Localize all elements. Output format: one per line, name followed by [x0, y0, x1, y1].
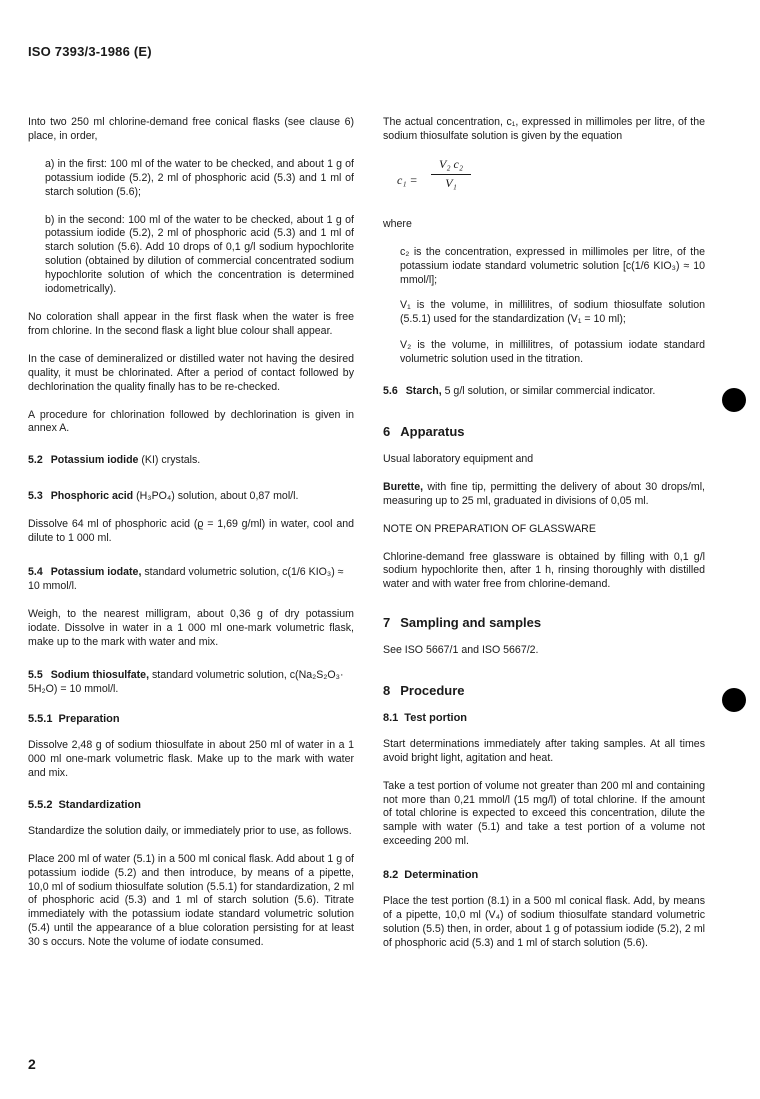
- equation-fraction: [431, 158, 471, 191]
- definition-c2: c₂ is the concentration, expressed in millimoles per litre, of the potassium iodate standard volumetric solution [c(1/6 KIO₃) ≈ 10 mmol/l];: [400, 245, 705, 286]
- equation: [397, 158, 705, 204]
- paragraph-8-1-a: Start determinations immediately after taking samples. At all times avoid bright light, agitation and heat.: [383, 737, 705, 764]
- paragraph-8-2: Place the test portion (8.1) in a 500 ml conical flask. Add, by means of a pipette, 10,0 ml (V₄) of sodium thiosulfate standard volumetric solution (5.5) then, in order, about 1 g of potassium iodide (5.2), 2 ml of phosphoric acid (5.3) and 1 ml of starch solution (5.6).: [383, 895, 705, 949]
- subclause-title: Standardization: [58, 798, 141, 811]
- section-title: Procedure: [400, 683, 465, 699]
- punch-hole-mark: [722, 688, 746, 712]
- subclause-title: Determination: [404, 869, 479, 882]
- clause-5-5: [28, 669, 354, 697]
- definition-v2: V₂ is the volume, in millilitres, of potassium iodate standard volumetric solution used in the titration.: [400, 339, 705, 366]
- equation-denominator: V₁: [445, 175, 457, 190]
- section-number: 7: [383, 615, 391, 631]
- paragraph-no-coloration: No coloration shall appear in the first flask when the water is free from chlorine. In the second flask a light blue colour shall appear.: [28, 310, 354, 337]
- clause-5-3: [28, 490, 354, 504]
- clause-number: 5.3: [28, 490, 43, 503]
- section-8-heading: [383, 684, 705, 698]
- intro-paragraph: Into two 250 ml chlorine-demand free conical flasks (see clause 6) place, in order,: [28, 116, 354, 142]
- document-header: ISO 7393/3-1986 (E): [28, 44, 152, 59]
- clause-title: Sodium thiosulfate,: [50, 669, 150, 682]
- where-label: where: [383, 217, 412, 230]
- equation-numerator: V₂ c₂: [431, 158, 471, 175]
- note-body: Chlorine-demand free glassware is obtained by filling with 0,1 g/l sodium hypochlorite then, after 1 h, rinsing thoroughly with distilled water and with water free from chlorine-demand.: [383, 550, 705, 591]
- subclause-title: Test portion: [404, 711, 468, 724]
- paragraph-demineralized: In the case of demineralized or distilled water not having the desired quality, it must be chlorinated. After a period of contact followed by dechlorination the quality finally has to be re-checked.: [28, 352, 354, 393]
- clause-text: standard volumetric solution, c(Na₂S₂O₃· 5H₂O) = 10 mmol/l.: [28, 669, 344, 696]
- definition-v1: V₁ is the volume, in millilitres, of sodium thiosulfate solution (5.5.1) used for the standardization (V₁ = 10 ml);: [400, 299, 705, 326]
- subclause-8-2: [383, 869, 705, 883]
- paragraph-5-5-2-b: Place 200 ml of water (5.1) in a 500 ml conical flask. Add about 1 g of potassium iodide (5.2) and then introduce, by means of a pipette, 10,0 ml of sodium thiosulfate solution (5.5.1) for standardization, 2 ml of phosphoric acid (5.3) and 1 ml of starch solution (5.6). Titrate immediately with the potassium iodate standard volumetric solution (5.4) until the appearance of a blue coloration persisting for at least 30 s occurs. Note the volume of iodate consumed.: [28, 852, 354, 949]
- clause-text: 5 g/l solution, or similar commercial indicator.: [441, 385, 656, 398]
- list-item-b: b) in the second: 100 ml of the water to be checked, about 1 g of potassium iodide (5.2), 2 ml of phosphoric acid (5.3) and 1 ml of starch solution (5.6). Add 10 drops of 0,1 g/l sodium hypochlorite solution (obtained by dilution of commercial concentrated sodium hypochlorite solution of which the concentration is determined iodometrically).: [45, 213, 354, 296]
- paragraph-6-equipment: Usual laboratory equipment and: [383, 452, 534, 465]
- paragraph-actual-concentration: The actual concentration, c₁, expressed in millimoles per litre, of the sodium thiosulfate solution is given by the equation: [383, 116, 705, 142]
- list-item-a: a) in the first: 100 ml of the water to be checked, and about 1 g of potassium iodide (5.2), 2 ml of phosphoric acid (5.3) and 1 ml of starch solution (5.6);: [45, 157, 354, 198]
- clause-number: 5.6: [383, 385, 398, 398]
- paragraph-5-5-2-a: Standardize the solution daily, or immediately prior to use, as follows.: [28, 824, 352, 837]
- clause-title: Potassium iodate,: [50, 565, 142, 578]
- clause-title: Starch,: [405, 385, 442, 398]
- burette-title: Burette,: [383, 480, 424, 493]
- clause-number: 5.5: [28, 669, 43, 682]
- clause-text: (H₃PO₄) solution, about 0,87 mol/l.: [133, 490, 299, 503]
- clause-text: (KI) crystals.: [138, 454, 201, 467]
- section-6-heading: [383, 425, 705, 439]
- subclause-8-1: [383, 712, 705, 726]
- section-number: 6: [383, 423, 391, 439]
- subclause-number: 5.5.2: [28, 798, 53, 811]
- paragraph-7: See ISO 5667/1 and ISO 5667/2.: [383, 644, 539, 657]
- paragraph-8-1-b: Take a test portion of volume not greater than 200 ml and containing not more than 0,21 mmol/l (15 mg/l) of total chlorine. If the amount of total chlorine is expected to exceed this concentration, dilute the sample with water (5.1) and take a test portion of a volume not exceeding 200 ml.: [383, 779, 705, 848]
- clause-title: Phosphoric acid: [50, 490, 134, 503]
- subclause-number: 8.1: [383, 711, 399, 724]
- paragraph-5-4: Weigh, to the nearest milligram, about 0,36 g of dry potassium iodate. Dissolve in water in a 1 000 ml one-mark volumetric flask, make up to the mark with water and mix.: [28, 607, 354, 648]
- left-column: [28, 116, 354, 964]
- clause-5-6: [383, 385, 705, 399]
- page-number: 2: [28, 1056, 36, 1072]
- subclause-title: Preparation: [58, 713, 120, 726]
- paragraph-burette: [383, 481, 705, 509]
- section-title: Apparatus: [400, 423, 465, 439]
- section-number: 8: [383, 683, 391, 699]
- clause-number: 5.2: [28, 454, 43, 467]
- section-title: Sampling and samples: [400, 615, 542, 631]
- clause-number: 5.4: [28, 565, 43, 578]
- punch-hole-mark: [722, 388, 746, 412]
- equation-lhs: c₁ =: [397, 172, 418, 187]
- burette-text: with fine tip, permitting the delivery of about 30 drops/ml, measuring up to 25 ml, graduated in divisions of 0,05 ml.: [383, 480, 705, 507]
- clause-5-2: [28, 454, 354, 468]
- subclause-number: 5.5.1: [28, 713, 53, 726]
- subclause-5-5-2: [28, 799, 354, 813]
- paragraph-annex: A procedure for chlorination followed by dechlorination is given in annex A.: [28, 408, 354, 435]
- paragraph-5-5-1: Dissolve 2,48 g of sodium thiosulfate in about 250 ml of water in a 1 000 ml one-mark volumetric flask. Make up to the mark with water and mix.: [28, 739, 354, 779]
- clause-title: Potassium iodide: [50, 454, 139, 467]
- subclause-5-5-1: [28, 713, 354, 727]
- clause-text: standard volumetric solution, c(1/6 KIO₃) ≈ 10 mmol/l.: [28, 565, 344, 592]
- subclause-number: 8.2: [383, 869, 399, 882]
- note-heading: NOTE ON PREPARATION OF GLASSWARE: [383, 522, 596, 535]
- section-7-heading: [383, 616, 705, 630]
- paragraph-5-3: Dissolve 64 ml of phosphoric acid (ϱ = 1,69 g/ml) in water, cool and dilute to 1 000 ml.: [28, 518, 354, 545]
- right-column: [383, 116, 705, 965]
- clause-5-4: [28, 566, 354, 594]
